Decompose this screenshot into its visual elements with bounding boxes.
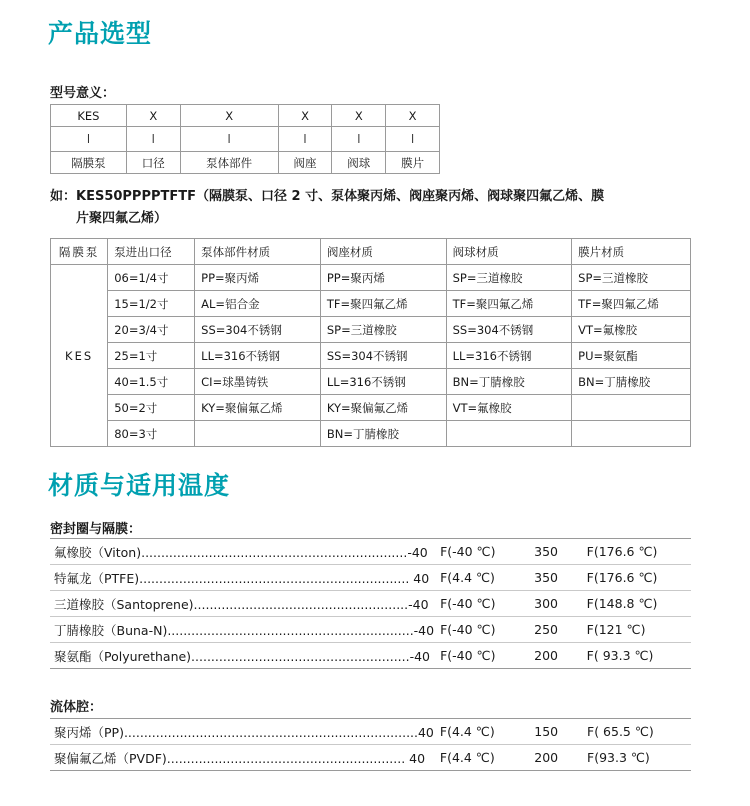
table-header-row (51, 239, 691, 265)
table-row (51, 317, 691, 343)
model-name-cell: 泵体部件 (180, 152, 278, 174)
cell-seat-material: LL=316不锈钢 (320, 369, 446, 395)
cell-ball-material: LL=316不锈钢 (446, 343, 572, 369)
model-name-cell: 隔膜泵 (51, 152, 127, 174)
cell-max-temp: F(176.6 ℃) (583, 565, 691, 591)
model-code-cell: X (332, 105, 386, 127)
cell-max-temp: F( 93.3 ℃) (586, 648, 654, 663)
table-row (51, 152, 440, 174)
model-connector-cell: l (278, 127, 332, 152)
cell-max-f: 150 (530, 719, 583, 745)
cell-material-name: 丁腈橡胶（Buna-N)..............................................................-40 (50, 617, 436, 643)
model-spec-table (50, 238, 691, 447)
cell-max-temp: F(148.8 ℃) (583, 591, 691, 617)
cell-material-name: 三道橡胶（Santoprene)......................................................-40 (50, 591, 436, 617)
model-code-cell: X (386, 105, 440, 127)
table-row (51, 421, 691, 447)
cell-material-name: 聚丙烯（PP)..........................................................................40 (50, 719, 436, 745)
cell-max-f: 300 (530, 591, 583, 617)
cell-material-name: 聚偏氟乙烯（PVDF)............................................................ 40 (54, 750, 426, 766)
cell-body-material: PP=聚丙烯 (195, 265, 321, 291)
model-code-cell: KES (51, 105, 127, 127)
cell-min-temp: F(4.4 ℃) (436, 719, 530, 745)
cell-max-temp: F(121 ℃) (583, 617, 691, 643)
column-header-ball-material: 阀球材质 (446, 239, 572, 265)
cell-ball-material: VT=氟橡胶 (446, 395, 572, 421)
fluid-chamber-temperature-table (50, 718, 691, 771)
table-row (50, 745, 691, 771)
table-row (50, 719, 691, 745)
cell-max-temp: F(93.3 ℃) (587, 750, 650, 765)
cell-port-size: 50=2寸 (108, 395, 195, 421)
series-label-cell: KES (51, 265, 108, 447)
cell-ball-material: BN=丁腈橡胶 (446, 369, 572, 395)
cell-body-material: SS=304不锈钢 (195, 317, 321, 343)
table-row (51, 291, 691, 317)
table-row (50, 643, 691, 669)
cell-min-temp: F(-40 ℃) (440, 648, 496, 663)
cell-diaphragm-material: TF=聚四氟乙烯 (572, 291, 691, 317)
model-example-line1: 如：KES50PPPPTFTF（隔膜泵、口径 2 寸、泵体聚丙烯、阀座聚丙烯、阀球聚四氟乙烯、膜 (50, 189, 605, 204)
model-connector-cell: l (332, 127, 386, 152)
model-example (50, 186, 690, 230)
table-row (51, 395, 691, 421)
cell-ball-material: TF=聚四氟乙烯 (446, 291, 572, 317)
cell-diaphragm-material (572, 395, 691, 421)
cell-diaphragm-material: VT=氟橡胶 (572, 317, 691, 343)
table-row (50, 591, 691, 617)
cell-material-name: 聚氨酯（Polyurethane).......................................................-40 (54, 648, 431, 664)
cell-seat-material: BN=丁腈橡胶 (320, 421, 446, 447)
cell-max-temp: F(176.6 ℃) (583, 539, 691, 565)
model-name-cell: 阀球 (332, 152, 386, 174)
cell-ball-material: SS=304不锈钢 (446, 317, 572, 343)
column-header-seat-material: 阀座材质 (320, 239, 446, 265)
page-title-product-selection: 产品选型 (48, 19, 153, 48)
cell-max-f: 200 (534, 750, 559, 765)
cell-port-size: 80=3寸 (108, 421, 195, 447)
cell-ball-material (446, 421, 572, 447)
cell-body-material: CI=球墨铸铁 (195, 369, 321, 395)
table-row (51, 369, 691, 395)
model-example-line2: 片聚四氟乙烯） (76, 211, 168, 226)
cell-diaphragm-material: PU=聚氨酯 (572, 343, 691, 369)
model-connector-cell: l (51, 127, 127, 152)
model-name-cell: 阀座 (278, 152, 332, 174)
table-row (51, 105, 440, 127)
model-code-cell: X (278, 105, 332, 127)
cell-diaphragm-material: SP=三道橡胶 (572, 265, 691, 291)
column-header-diaphragm-material: 膜片材质 (572, 239, 691, 265)
table-row (51, 265, 691, 291)
cell-body-material: AL=铝合金 (195, 291, 321, 317)
cell-seat-material: KY=聚偏氟乙烯 (320, 395, 446, 421)
cell-max-f: 250 (530, 617, 583, 643)
cell-material-name: 特氟龙（PTFE).................................................................... 40 (50, 565, 436, 591)
cell-ball-material: SP=三道橡胶 (446, 265, 572, 291)
cell-body-material: LL=316不锈钢 (195, 343, 321, 369)
cell-seat-material: SS=304不锈钢 (320, 343, 446, 369)
cell-port-size: 20=3/4寸 (108, 317, 195, 343)
model-name-cell: 膜片 (386, 152, 440, 174)
cell-min-temp: F(4.4 ℃) (436, 565, 530, 591)
cell-port-size: 40=1.5寸 (108, 369, 195, 395)
table-row (50, 539, 691, 565)
column-header-body-material: 泵体部件材质 (195, 239, 321, 265)
cell-min-temp: F(-40 ℃) (436, 617, 530, 643)
cell-seat-material: SP=三道橡胶 (320, 317, 446, 343)
label-model-meaning: 型号意义： (50, 86, 116, 101)
label-seal-diaphragm: 密封圈与隔膜： (50, 522, 142, 537)
cell-port-size: 15=1/2寸 (108, 291, 195, 317)
column-header-pump: 隔膜泵 (51, 239, 108, 265)
column-header-port-size: 泵进出口径 (108, 239, 195, 265)
cell-max-f: 350 (530, 539, 583, 565)
label-fluid-chamber: 流体腔： (50, 700, 103, 715)
cell-min-temp: F(-40 ℃) (436, 539, 530, 565)
page-title-material-temperature: 材质与适用温度 (48, 471, 231, 500)
cell-max-f: 350 (530, 565, 583, 591)
cell-seat-material: PP=聚丙烯 (320, 265, 446, 291)
cell-material-name: 氟橡胶（Viton)...................................................................-40 (50, 539, 436, 565)
cell-max-temp: F( 65.5 ℃) (583, 719, 691, 745)
seal-material-temperature-table (50, 538, 691, 669)
cell-diaphragm-material (572, 421, 691, 447)
table-row (51, 343, 691, 369)
cell-diaphragm-material: BN=丁腈橡胶 (572, 369, 691, 395)
model-code-table (50, 104, 440, 174)
cell-body-material (195, 421, 321, 447)
table-row (50, 617, 691, 643)
cell-port-size: 06=1/4寸 (108, 265, 195, 291)
table-row (50, 565, 691, 591)
cell-min-temp: F(-40 ℃) (436, 591, 530, 617)
model-name-cell: 口径 (126, 152, 180, 174)
cell-max-f: 200 (534, 648, 559, 663)
model-connector-cell: l (386, 127, 440, 152)
table-row (51, 127, 440, 152)
cell-seat-material: TF=聚四氟乙烯 (320, 291, 446, 317)
cell-port-size: 25=1寸 (108, 343, 195, 369)
model-connector-cell: l (126, 127, 180, 152)
model-code-cell: X (126, 105, 180, 127)
model-connector-cell: l (180, 127, 278, 152)
model-code-cell: X (180, 105, 278, 127)
cell-body-material: KY=聚偏氟乙烯 (195, 395, 321, 421)
cell-min-temp: F(4.4 ℃) (439, 750, 495, 765)
